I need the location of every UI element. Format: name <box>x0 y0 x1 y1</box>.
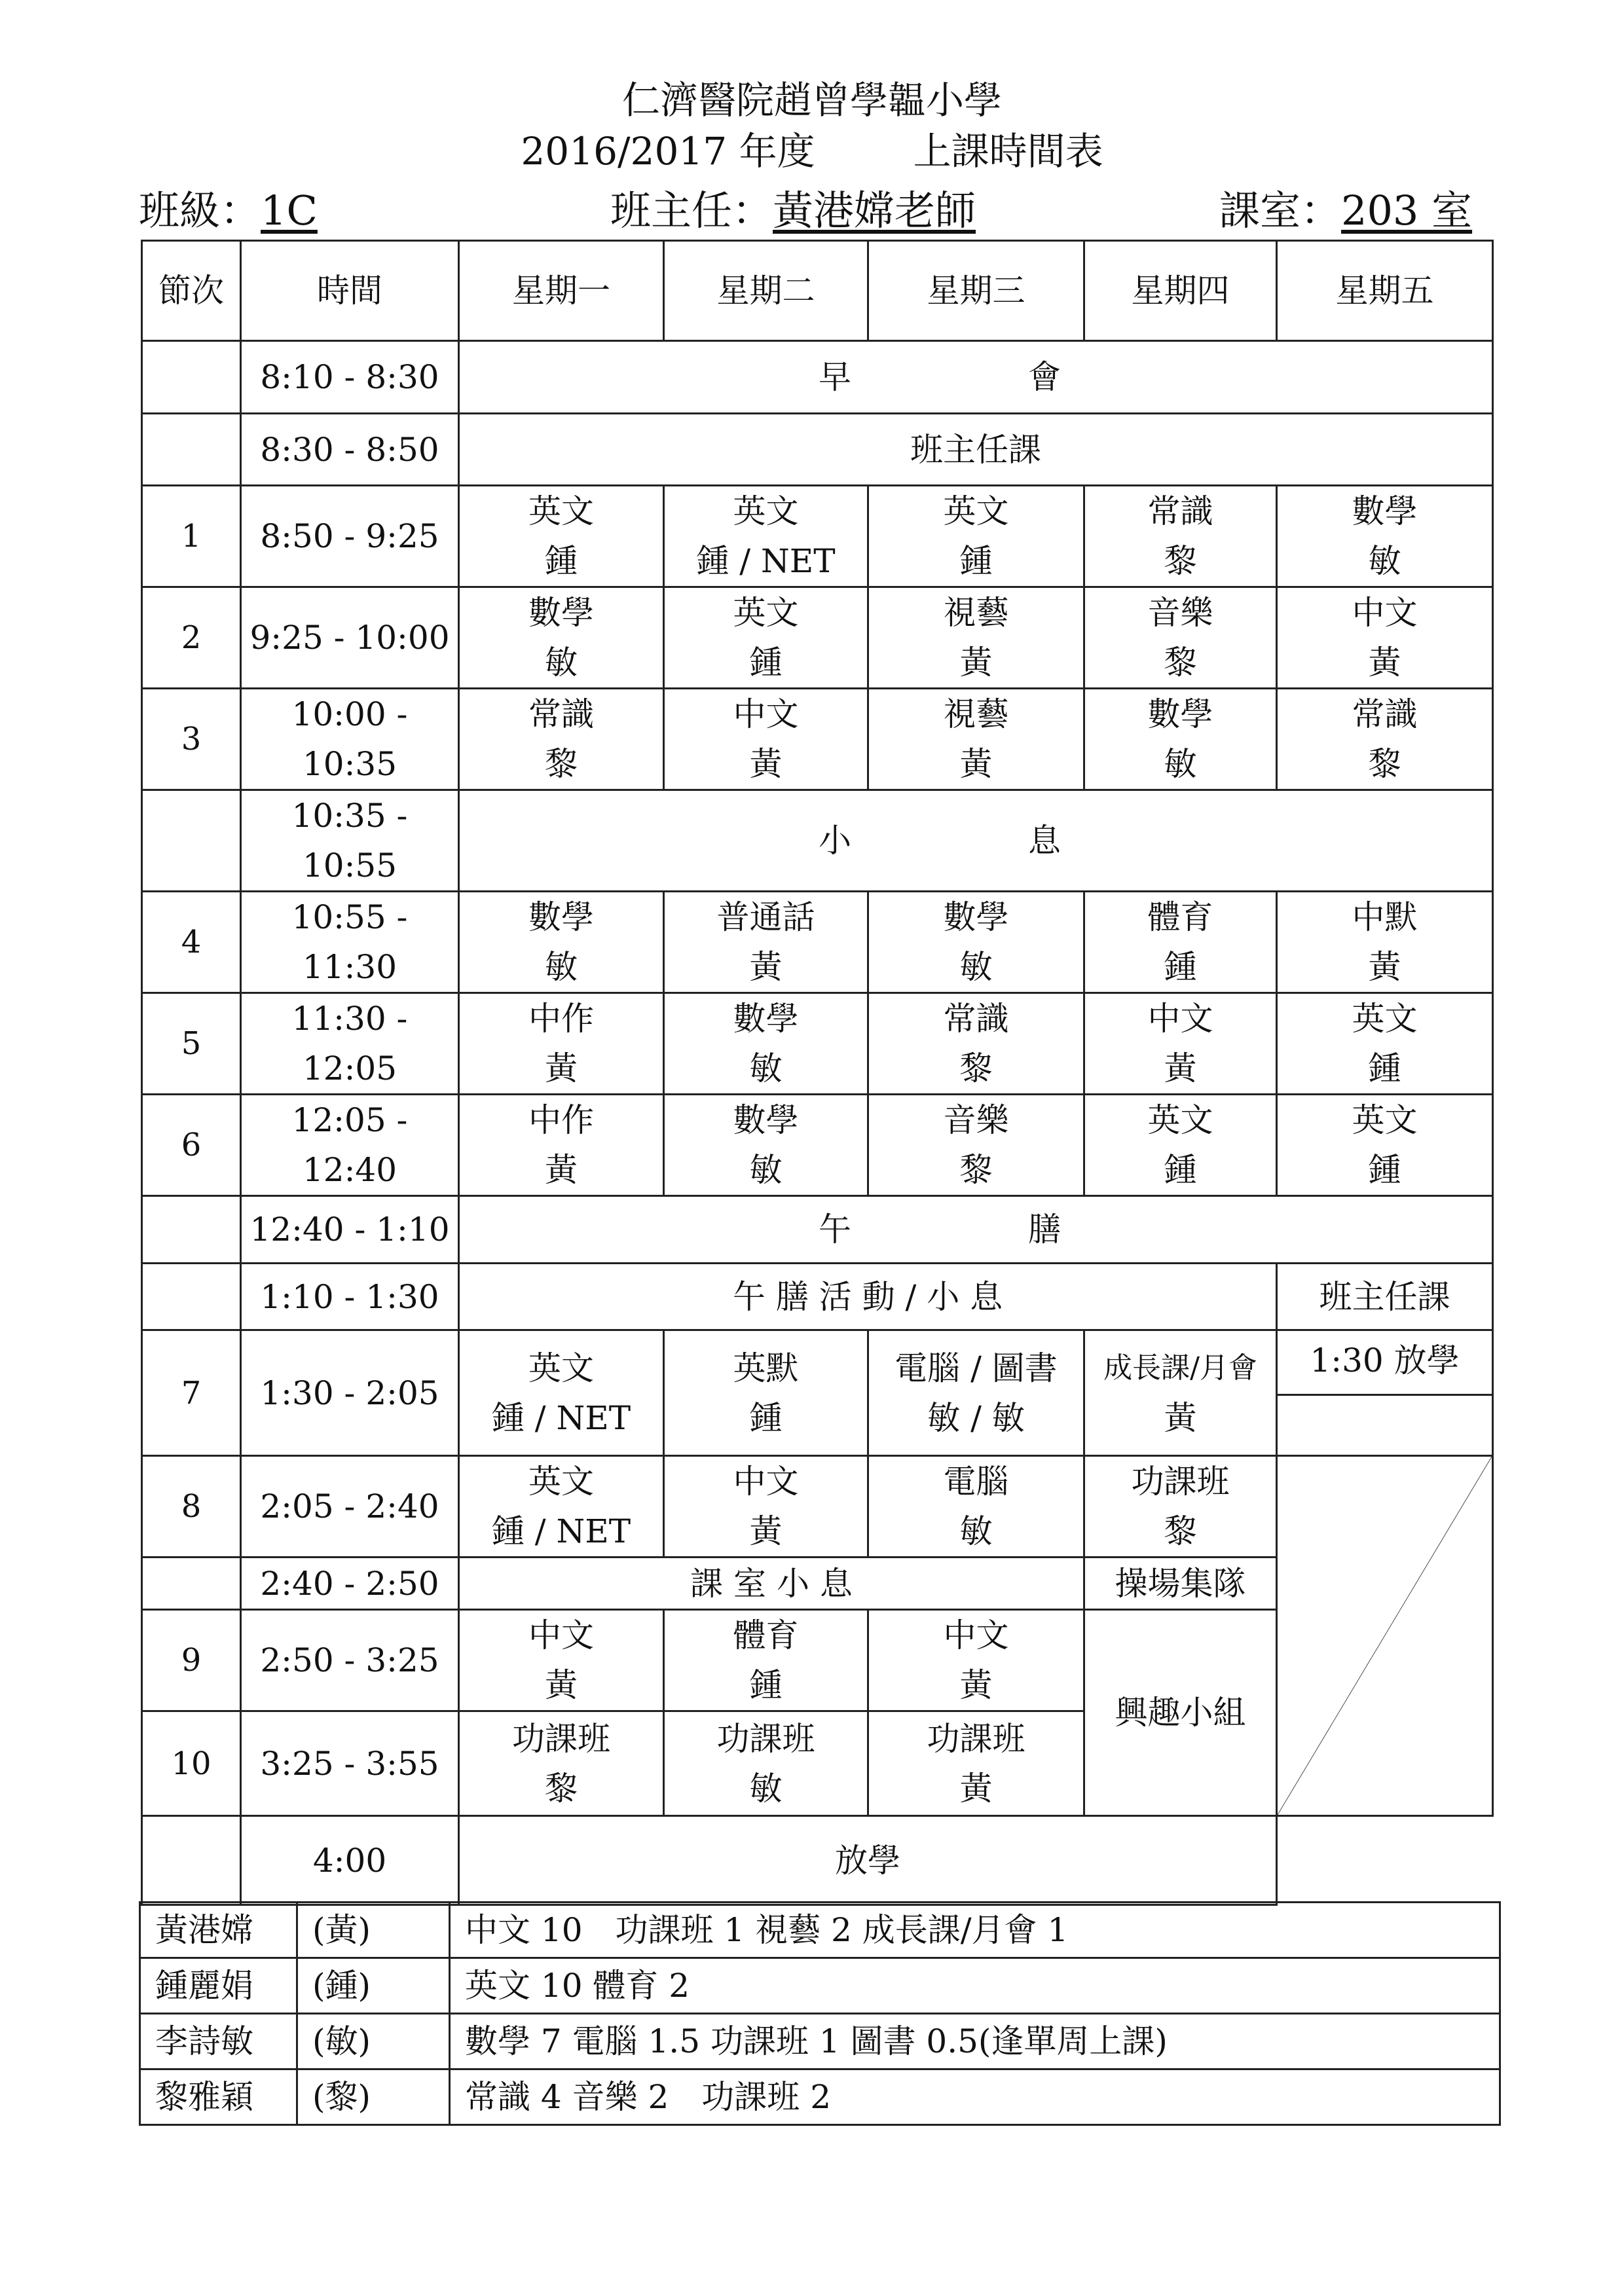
teacher-name: 黎雅穎 <box>140 2069 297 2125</box>
table-row <box>142 892 1493 993</box>
subject: 中文 <box>733 695 799 733</box>
table-row <box>142 1264 1493 1330</box>
teacher-label: 班主任： <box>610 187 773 234</box>
subject: 音樂 <box>943 1101 1009 1139</box>
table-row <box>140 2069 1500 2125</box>
friday-empty-cell <box>1277 1456 1493 1816</box>
teacher: 黃 <box>545 1151 578 1189</box>
teacher-abbr: (黃) <box>297 1903 450 1958</box>
subject: 英默 <box>733 1349 799 1387</box>
table-row <box>142 1816 1493 1905</box>
period-number: 10 <box>142 1711 241 1816</box>
subject: 常識 <box>943 1000 1009 1038</box>
period-cell <box>142 1816 241 1905</box>
table-row <box>142 587 1493 689</box>
school-name: 仁濟醫院趙曾學韞小學 <box>621 78 1002 122</box>
lesson-cell <box>664 1095 868 1196</box>
lesson-cell <box>459 993 664 1095</box>
teacher: 鍾 <box>1164 1151 1197 1189</box>
period-number: 2 <box>142 587 241 689</box>
lesson-cell <box>664 587 868 689</box>
lesson-cell <box>664 993 868 1095</box>
teacher: 黃 <box>959 745 993 783</box>
lesson-cell <box>868 1610 1084 1711</box>
subject: 英文 <box>733 492 799 530</box>
table-row <box>140 1958 1500 2014</box>
teacher: 敏 <box>1164 745 1197 783</box>
dismissal-cell: 放學 <box>459 1816 1277 1905</box>
table-row <box>140 1903 1500 1958</box>
subject: 中默 <box>1352 898 1418 936</box>
room-info <box>1219 187 1472 234</box>
lesson-cell <box>664 1456 868 1558</box>
header-thu: 星期四 <box>1084 241 1277 341</box>
teacher: 敏 <box>959 1512 993 1550</box>
teacher: 黃 <box>1164 1049 1197 1087</box>
time-cell: 8:50 - 9:25 <box>241 486 459 587</box>
teacher: 鍾 <box>749 1398 783 1437</box>
subject: 成長課/月會 <box>1103 1351 1257 1385</box>
lesson-cell <box>868 1095 1084 1196</box>
teacher: 黃 <box>959 1769 993 1808</box>
time-cell: 8:10 - 8:30 <box>241 341 459 414</box>
teacher: 黃 <box>959 644 993 682</box>
lesson-cell <box>868 1330 1084 1456</box>
teacher-subjects: 中文 10 功課班 1 視藝 2 成長課/月會 1 <box>450 1903 1500 1958</box>
timetable <box>141 240 1494 1906</box>
period-number: 5 <box>142 993 241 1095</box>
teacher-name: 鍾麗娟 <box>140 1958 297 2014</box>
subject: 數學 <box>733 1101 799 1139</box>
teacher: 敏 <box>749 1151 783 1189</box>
subject: 中文 <box>528 1616 594 1654</box>
lesson-cell <box>459 1330 664 1456</box>
subject: 數學 <box>528 898 594 936</box>
subject: 英文 <box>943 492 1009 530</box>
lesson-cell <box>664 1711 868 1816</box>
header-fri: 星期五 <box>1277 241 1493 341</box>
teacher: 鍾 <box>1368 1049 1401 1087</box>
period-number: 8 <box>142 1456 241 1558</box>
table-row <box>142 1196 1493 1264</box>
lesson-cell <box>868 993 1084 1095</box>
teacher: 黎 <box>1164 644 1197 682</box>
friday-class-teacher-cell: 班主任課 <box>1277 1264 1493 1330</box>
lesson-cell <box>459 1095 664 1196</box>
table-row <box>142 414 1493 486</box>
lesson-cell <box>1084 689 1277 790</box>
teacher: 黎 <box>1164 542 1197 580</box>
lesson-cell <box>459 689 664 790</box>
teacher-abbr: (敏) <box>297 2014 450 2069</box>
lesson-cell <box>664 892 868 993</box>
subject: 功課班 <box>1131 1463 1230 1501</box>
room-value: 203 室 <box>1341 187 1473 234</box>
lesson-cell <box>1277 993 1493 1095</box>
teacher: 敏 <box>545 644 578 682</box>
subject: 數學 <box>733 1000 799 1038</box>
lesson-cell <box>1084 1330 1277 1456</box>
subject: 功課班 <box>512 1719 610 1758</box>
table-row <box>142 486 1493 587</box>
subject: 英文 <box>1352 1101 1418 1139</box>
class-value: 1C <box>261 187 318 234</box>
lesson-cell <box>868 587 1084 689</box>
lesson-cell <box>1277 689 1493 790</box>
assembly-cell: 早 會 <box>459 341 1493 414</box>
table-row <box>142 341 1493 414</box>
period-cell <box>142 1264 241 1330</box>
lesson-cell <box>1277 1095 1493 1196</box>
class-teacher-period-cell: 班主任課 <box>459 414 1493 486</box>
teacher-subjects: 英文 10 體育 2 <box>450 1958 1500 2014</box>
teacher: 敏 <box>959 948 993 986</box>
table-row <box>142 993 1493 1095</box>
lunch-activity-cell: 午 膳 活 動 / 小 息 <box>459 1264 1277 1330</box>
teacher-value: 黃港嫦老師 <box>773 187 976 234</box>
lesson-cell <box>459 486 664 587</box>
time-cell: 10:55 - 11:30 <box>241 892 459 993</box>
recess-cell: 小 息 <box>459 790 1493 892</box>
table-row <box>142 790 1493 892</box>
time-cell: 10:00 - 10:35 <box>241 689 459 790</box>
teacher: 黃 <box>545 1049 578 1087</box>
header-wed: 星期三 <box>868 241 1084 341</box>
teacher: 黃 <box>1164 1398 1197 1437</box>
teacher-abbr: (鍾) <box>297 1958 450 2014</box>
time-cell: 2:05 - 2:40 <box>241 1456 459 1558</box>
teacher: 黃 <box>749 1512 783 1550</box>
subject: 數學 <box>528 594 594 632</box>
lesson-cell <box>868 892 1084 993</box>
header-tue: 星期二 <box>664 241 868 341</box>
assembly-line-cell: 操場集隊 <box>1084 1558 1277 1610</box>
subject: 常識 <box>1147 492 1213 530</box>
header-row <box>142 241 1493 341</box>
teacher: 敏 <box>749 1769 783 1808</box>
header-period: 節次 <box>142 241 241 341</box>
period-cell <box>142 341 241 414</box>
lunch-cell: 午 膳 <box>459 1196 1493 1264</box>
time-cell: 11:30 - 12:05 <box>241 993 459 1095</box>
lesson-cell <box>664 1610 868 1711</box>
header-mon: 星期一 <box>459 241 664 341</box>
teacher-name: 李詩敏 <box>140 2014 297 2069</box>
subject: 英文 <box>733 594 799 632</box>
lesson-cell <box>1277 892 1493 993</box>
lesson-cell <box>1277 486 1493 587</box>
table-row <box>140 2014 1500 2069</box>
period-cell <box>142 414 241 486</box>
class-label: 班級： <box>139 187 261 234</box>
teacher-name: 黃港嫦 <box>140 1903 297 1958</box>
teacher: 黎 <box>1164 1512 1197 1550</box>
header-time: 時間 <box>241 241 459 341</box>
lesson-cell <box>1084 1456 1277 1558</box>
teacher: 黃 <box>545 1666 578 1704</box>
subject: 體育 <box>1147 898 1213 936</box>
teacher-subjects: 數學 7 電腦 1.5 功課班 1 圖書 0.5(逢單周上課) <box>450 2014 1500 2069</box>
subject: 體育 <box>733 1616 799 1654</box>
subject: 英文 <box>528 1349 594 1387</box>
teacher: 黃 <box>1368 948 1401 986</box>
lesson-cell <box>664 1330 868 1456</box>
subject: 英文 <box>528 1463 594 1501</box>
time-cell: 10:35 - 10:55 <box>241 790 459 892</box>
teacher: 黃 <box>1368 644 1401 682</box>
teacher: 黃 <box>749 948 783 986</box>
teacher-allocation-table <box>139 1901 1501 2126</box>
teacher: 黎 <box>545 745 578 783</box>
subject: 常識 <box>528 695 594 733</box>
subject: 電腦 / 圖書 <box>895 1349 1058 1387</box>
period-number: 6 <box>142 1095 241 1196</box>
teacher: 敏 <box>1368 542 1401 580</box>
timetable-title <box>0 128 1624 174</box>
lesson-cell <box>459 587 664 689</box>
time-cell: 4:00 <box>241 1816 459 1905</box>
time-cell: 3:25 - 3:55 <box>241 1711 459 1816</box>
teacher: 鍾 / NET <box>491 1398 631 1437</box>
table-row <box>142 1330 1493 1456</box>
teacher-info <box>610 187 976 234</box>
lesson-cell <box>868 1711 1084 1816</box>
year-label: 2016/2017 年度 <box>521 129 815 173</box>
teacher: 敏 <box>545 948 578 986</box>
teacher: 敏 / 敏 <box>927 1398 1025 1437</box>
subject: 視藝 <box>943 594 1009 632</box>
teacher: 鍾 <box>1164 948 1197 986</box>
teacher: 黎 <box>1368 745 1401 783</box>
subject: 數學 <box>943 898 1009 936</box>
subject: 英文 <box>1352 1000 1418 1038</box>
subject: 英文 <box>528 492 594 530</box>
teacher: 鍾 <box>749 1666 783 1704</box>
time-cell: 9:25 - 10:00 <box>241 587 459 689</box>
lesson-cell <box>664 689 868 790</box>
teacher: 敏 <box>749 1049 783 1087</box>
lesson-cell <box>868 689 1084 790</box>
time-cell: 1:30 - 2:05 <box>241 1330 459 1456</box>
period-number: 1 <box>142 486 241 587</box>
subject: 英文 <box>1147 1101 1213 1139</box>
table-row <box>142 1095 1493 1196</box>
time-cell: 2:40 - 2:50 <box>241 1558 459 1610</box>
subject: 數學 <box>1147 695 1213 733</box>
table-row <box>142 1456 1493 1558</box>
teacher: 鍾 / NET <box>491 1512 631 1550</box>
subject: 功課班 <box>927 1719 1025 1758</box>
subject: 功課班 <box>716 1719 815 1758</box>
lesson-cell <box>1084 486 1277 587</box>
lesson-cell <box>459 892 664 993</box>
friday-dismissal-cell <box>1277 1330 1493 1456</box>
period-cell <box>142 790 241 892</box>
classroom-recess-cell: 課 室 小 息 <box>459 1558 1084 1610</box>
teacher: 黃 <box>749 745 783 783</box>
lesson-cell <box>664 486 868 587</box>
teacher: 鍾 <box>749 644 783 682</box>
time-cell: 1:10 - 1:30 <box>241 1264 459 1330</box>
time-cell: 2:50 - 3:25 <box>241 1610 459 1711</box>
period-number: 4 <box>142 892 241 993</box>
lesson-cell <box>459 1711 664 1816</box>
doc-title: 上課時間表 <box>913 129 1103 173</box>
period-cell <box>142 1196 241 1264</box>
subject: 中文 <box>1147 1000 1213 1038</box>
teacher-subjects: 常識 4 音樂 2 功課班 2 <box>450 2069 1500 2125</box>
subject: 常識 <box>1352 695 1418 733</box>
period-cell <box>142 1558 241 1610</box>
subject: 中文 <box>733 1463 799 1501</box>
time-cell: 8:30 - 8:50 <box>241 414 459 486</box>
subject: 中文 <box>943 1616 1009 1654</box>
subject: 電腦 <box>943 1463 1009 1501</box>
teacher: 黃 <box>959 1666 993 1704</box>
subject: 視藝 <box>943 695 1009 733</box>
subject: 音樂 <box>1147 594 1213 632</box>
lesson-cell <box>459 1456 664 1558</box>
lesson-cell <box>1084 587 1277 689</box>
teacher: 黎 <box>959 1151 993 1189</box>
time-cell: 12:05 - 12:40 <box>241 1095 459 1196</box>
blank-cell <box>1277 1816 1493 1905</box>
subject: 普通話 <box>716 898 815 936</box>
lesson-cell <box>1277 587 1493 689</box>
diagonal-line <box>1278 1457 1492 1815</box>
period-number: 3 <box>142 689 241 790</box>
teacher: 黎 <box>545 1769 578 1808</box>
dismissal-label: 1:30 放學 <box>1278 1331 1492 1396</box>
lesson-cell <box>459 1610 664 1711</box>
teacher: 黎 <box>959 1049 993 1087</box>
teacher: 鍾 / NET <box>696 542 836 580</box>
lesson-cell <box>1084 892 1277 993</box>
subject: 中作 <box>528 1101 594 1139</box>
class-info <box>139 187 318 234</box>
lesson-cell <box>868 486 1084 587</box>
subject: 中作 <box>528 1000 594 1038</box>
lesson-cell <box>1084 1095 1277 1196</box>
subject: 中文 <box>1352 594 1418 632</box>
subject: 數學 <box>1352 492 1418 530</box>
table-row <box>142 689 1493 790</box>
period-number: 9 <box>142 1610 241 1711</box>
room-label: 課室： <box>1219 187 1342 234</box>
teacher: 鍾 <box>1368 1151 1401 1189</box>
teacher-abbr: (黎) <box>297 2069 450 2125</box>
teacher: 鍾 <box>545 542 578 580</box>
teacher: 鍾 <box>959 542 993 580</box>
interest-group-cell: 興趣小組 <box>1084 1610 1277 1816</box>
lesson-cell <box>868 1456 1084 1558</box>
time-cell: 12:40 - 1:10 <box>241 1196 459 1264</box>
period-number: 7 <box>142 1330 241 1456</box>
lesson-cell <box>1084 993 1277 1095</box>
